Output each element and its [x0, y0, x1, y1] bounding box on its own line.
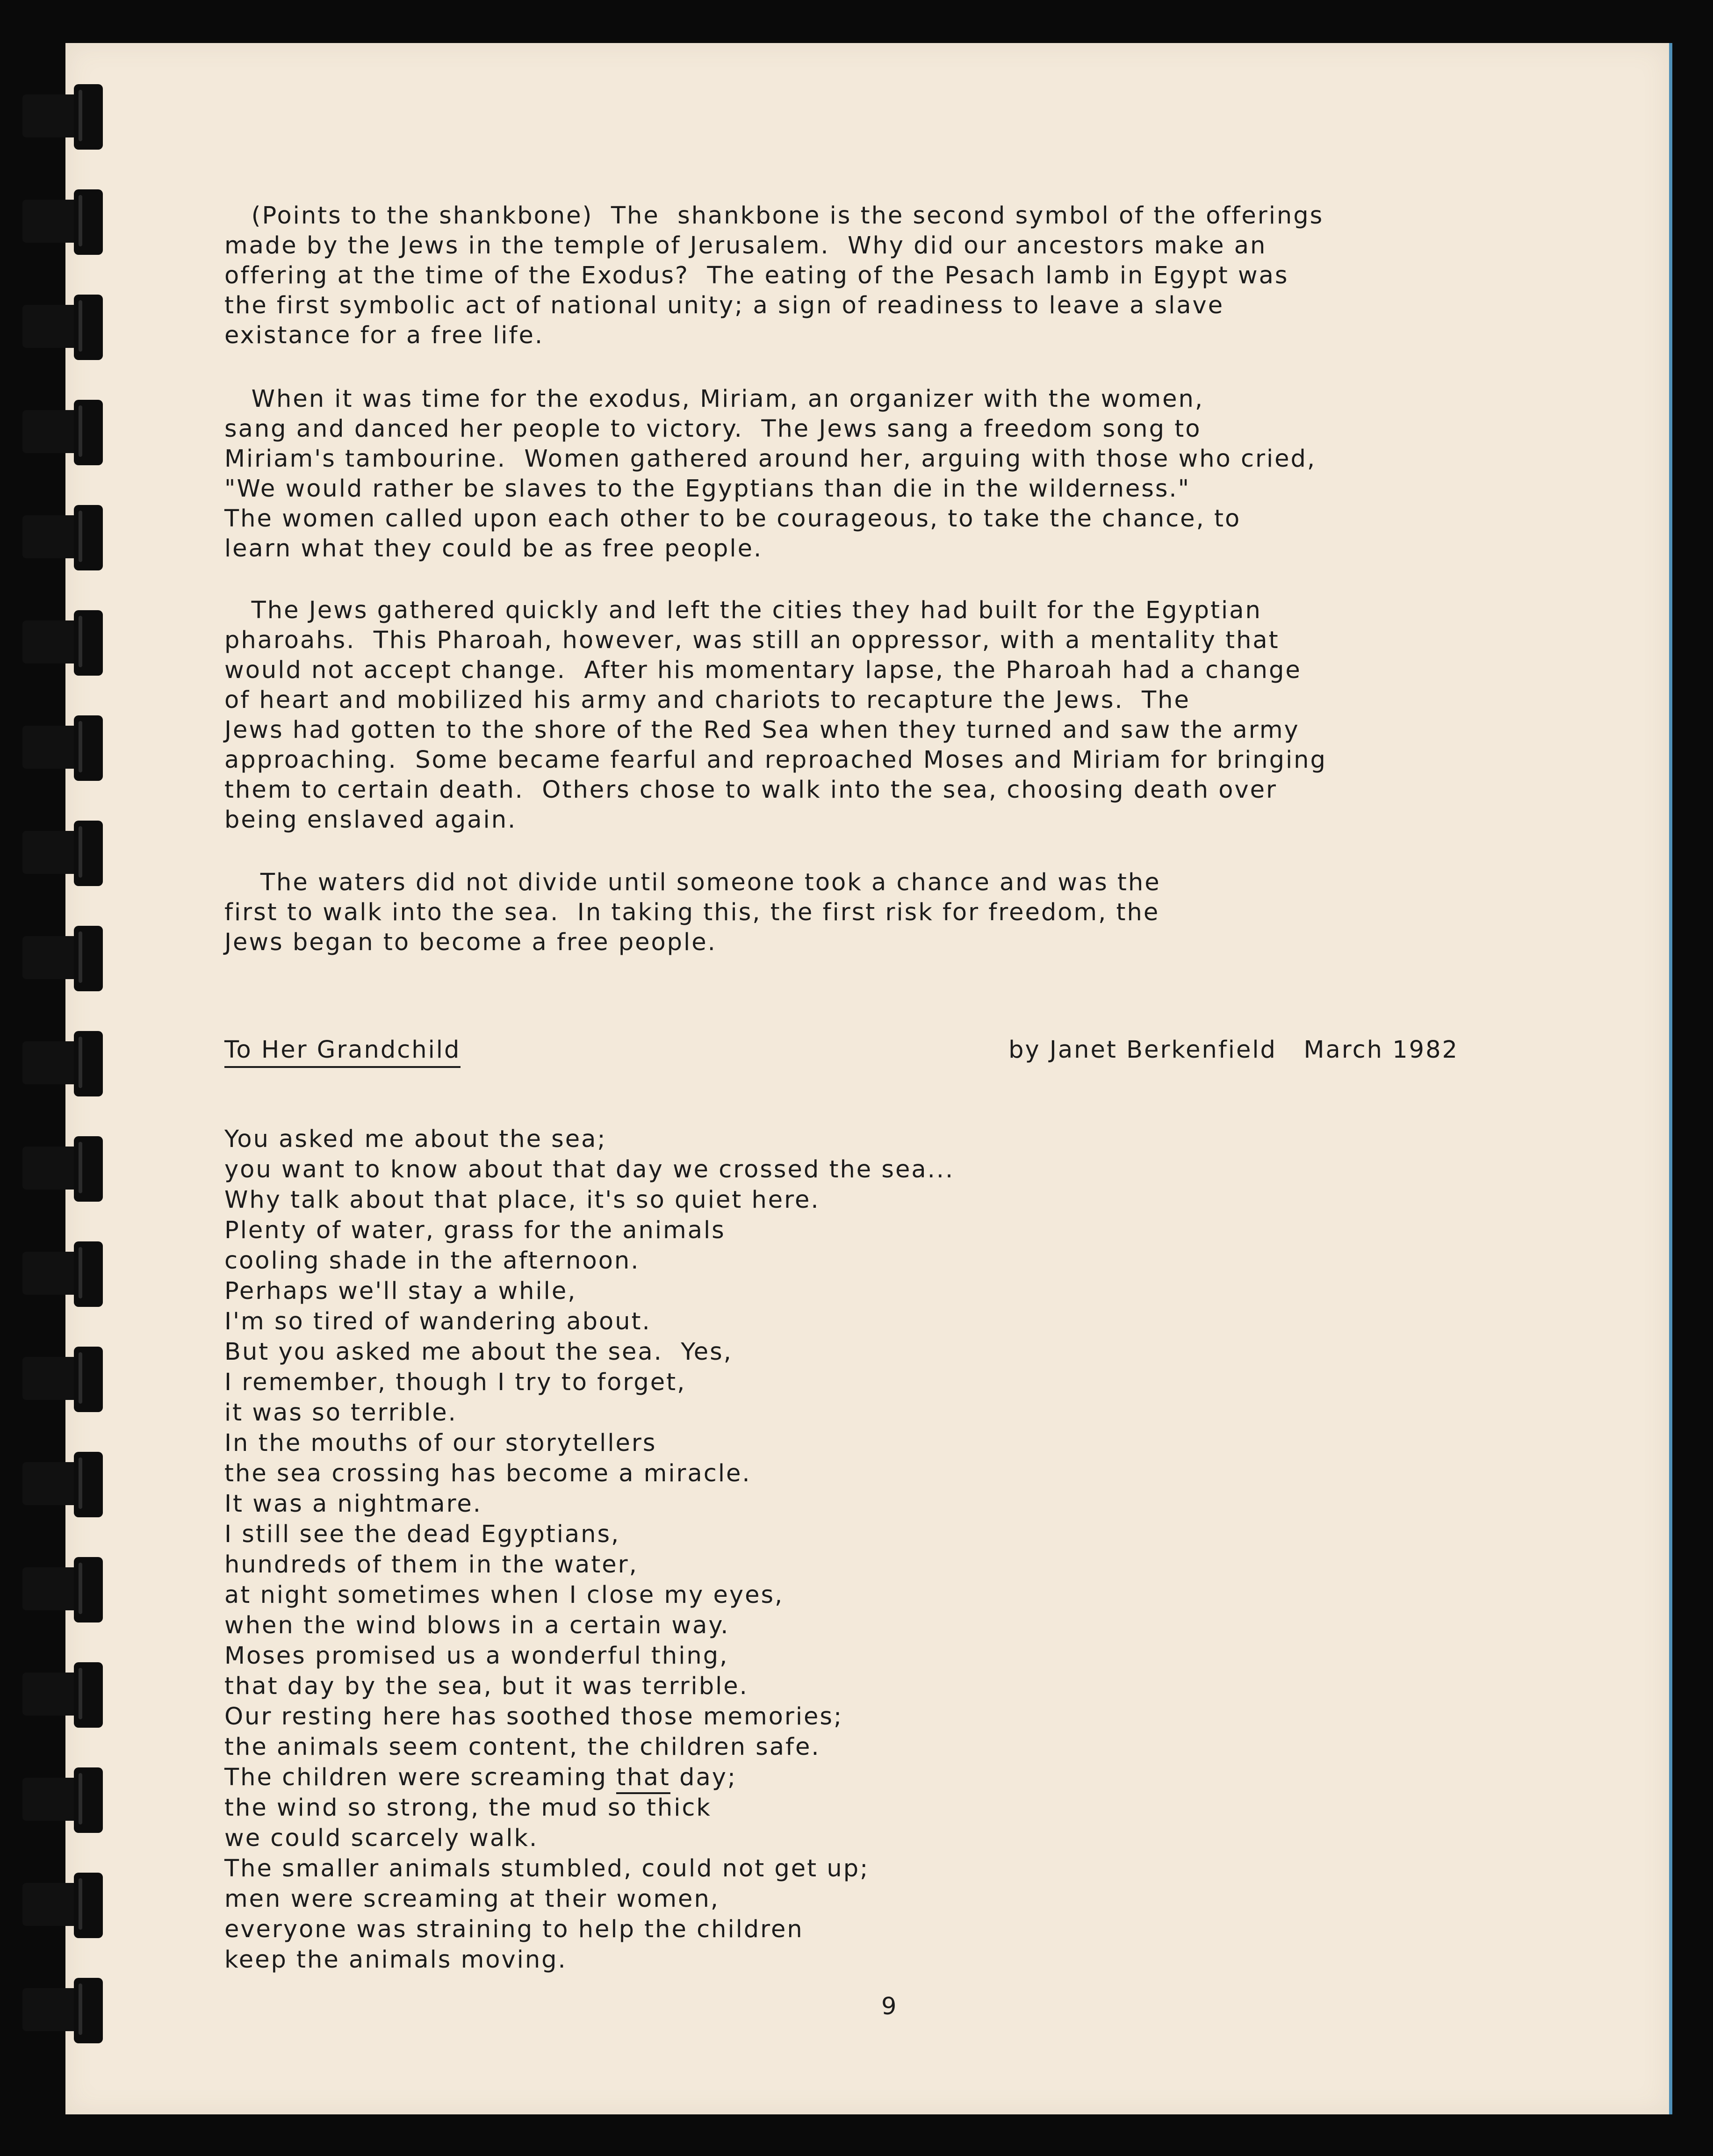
- poem-line: when the wind blows in a certain way.: [224, 1612, 730, 1639]
- poem-line: it was so terrible.: [224, 1399, 457, 1427]
- text-line: "We would rather be slaves to the Egyptians than die in the wilderness.": [224, 475, 1191, 503]
- paragraph-waters: [224, 868, 1161, 958]
- text-line: sang and danced her people to victory. The Jews sang a freedom song to: [224, 415, 1202, 443]
- binding-ring: [19, 189, 108, 255]
- poem-line: men were screaming at their women,: [224, 1885, 720, 1913]
- text-line: made by the Jews in the temple of Jerusalem. Why did our ancestors make an: [224, 232, 1267, 260]
- poem-line: you want to know about that day we crossed the sea...: [224, 1156, 955, 1183]
- poem-line: the wind so strong, the mud so thick: [224, 1794, 712, 1822]
- poem-line-start: The children were screaming: [224, 1764, 617, 1791]
- page-number: 9: [881, 1993, 898, 2020]
- poem-line: we could scarcely walk.: [224, 1824, 539, 1852]
- binding-ring: [19, 715, 108, 781]
- poem-line: Our resting here has soothed those memories;: [224, 1703, 843, 1731]
- text-line: them to certain death. Others chose to walk into the sea, choosing death over: [224, 776, 1278, 804]
- binding-ring: [19, 1873, 108, 1938]
- binding-ring: [19, 821, 108, 886]
- text-line: the first symbolic act of national unity; a sign of readiness to leave a slave: [224, 292, 1224, 319]
- poem-title: To Her Grandchild: [224, 1035, 461, 1068]
- text-line: first to walk into the sea. In taking this, the first risk for freedom, the: [224, 899, 1160, 926]
- binding-ring: [19, 400, 108, 465]
- document-page: [65, 43, 1672, 2114]
- binding-ring: [19, 84, 108, 150]
- poem-line: keep the animals moving.: [224, 1946, 567, 1974]
- poem-byline: by Janet Berkenfield March 1982: [1008, 1036, 1459, 1064]
- text-line: Miriam's tambourine. Women gathered around her, arguing with those who cried,: [224, 445, 1317, 473]
- binding-ring: [19, 1347, 108, 1412]
- binding-ring: [19, 926, 108, 991]
- text-line: of heart and mobilized his army and chariots to recapture the Jews. The: [224, 686, 1190, 714]
- poem-line: at night sometimes when I close my eyes,: [224, 1581, 784, 1609]
- text-line: offering at the time of the Exodus? The eating of the Pesach lamb in Egypt was: [224, 262, 1289, 289]
- text-line: The waters did not divide until someone took a chance and was the: [224, 869, 1161, 896]
- poem-header: [224, 1035, 1459, 1068]
- poem-line: Why talk about that place, it's so quiet here.: [224, 1186, 820, 1214]
- underlined-word: that: [616, 1764, 670, 1794]
- text-line: The women called upon each other to be courageous, to take the chance, to: [224, 505, 1241, 533]
- poem-line: that day by the sea, but it was terrible.: [224, 1673, 749, 1700]
- binding-ring: [19, 1662, 108, 1728]
- poem-line: hundreds of them in the water,: [224, 1551, 638, 1579]
- poem-line: I remember, though I try to forget,: [224, 1369, 686, 1396]
- binding-ring: [19, 1031, 108, 1096]
- text-line: would not accept change. After his momentary lapse, the Pharoah had a change: [224, 656, 1302, 684]
- binding-ring: [19, 1241, 108, 1307]
- binding-ring: [19, 505, 108, 570]
- poem-line: Perhaps we'll stay a while,: [224, 1277, 577, 1305]
- text-line: (Points to the shankbone) The shankbone is the second symbol of the offerings: [224, 202, 1324, 230]
- poem-line: I'm so tired of wandering about.: [224, 1308, 651, 1335]
- poem-line: Moses promised us a wonderful thing,: [224, 1642, 729, 1670]
- binding-ring: [19, 610, 108, 676]
- poem-line-end: day;: [670, 1764, 737, 1791]
- binding-ring: [19, 1557, 108, 1622]
- poem-line: I still see the dead Egyptians,: [224, 1521, 620, 1548]
- text-line: The Jews gathered quickly and left the cities they had built for the Egyptian: [224, 597, 1262, 624]
- poem-line: But you asked me about the sea. Yes,: [224, 1338, 733, 1366]
- poem-line: the sea crossing has become a miracle.: [224, 1460, 751, 1487]
- poem-body: [224, 1124, 954, 1975]
- binding-ring: [19, 1136, 108, 1202]
- binding-ring: [19, 1767, 108, 1833]
- paragraph-pharoah: [224, 596, 1327, 835]
- poem-line: cooling shade in the afternoon.: [224, 1247, 640, 1275]
- text-line: Jews had gotten to the shore of the Red Sea when they turned and saw the army: [224, 716, 1300, 744]
- poem-line: [224, 1762, 954, 1793]
- binding-ring: [19, 295, 108, 360]
- binding-ring: [19, 1452, 108, 1517]
- text-line: When it was time for the exodus, Miriam, an organizer with the women,: [224, 385, 1204, 413]
- poem-line: everyone was straining to help the children: [224, 1916, 804, 1943]
- paragraph-miriam: [224, 384, 1316, 564]
- text-line: approaching. Some became fearful and reproached Moses and Miriam for bringing: [224, 746, 1327, 774]
- poem-line: In the mouths of our storytellers: [224, 1429, 657, 1457]
- paragraph-shankbone: [224, 201, 1324, 351]
- poem-line: The smaller animals stumbled, could not get up;: [224, 1855, 870, 1882]
- poem-line: the animals seem content, the children safe.: [224, 1733, 821, 1761]
- poem-line: You asked me about the sea;: [224, 1125, 607, 1153]
- text-line: existance for a free life.: [224, 322, 544, 349]
- text-line: Jews began to become a free people.: [224, 929, 717, 956]
- binding-ring: [19, 1978, 108, 2043]
- text-line: pharoahs. This Pharoah, however, was still an oppressor, with a mentality that: [224, 627, 1280, 654]
- text-line: learn what they could be as free people.: [224, 535, 763, 562]
- poem-line: Plenty of water, grass for the animals: [224, 1217, 726, 1244]
- poem-line: It was a nightmare.: [224, 1490, 482, 1518]
- text-line: being enslaved again.: [224, 806, 517, 834]
- spiral-binding: [19, 84, 108, 2085]
